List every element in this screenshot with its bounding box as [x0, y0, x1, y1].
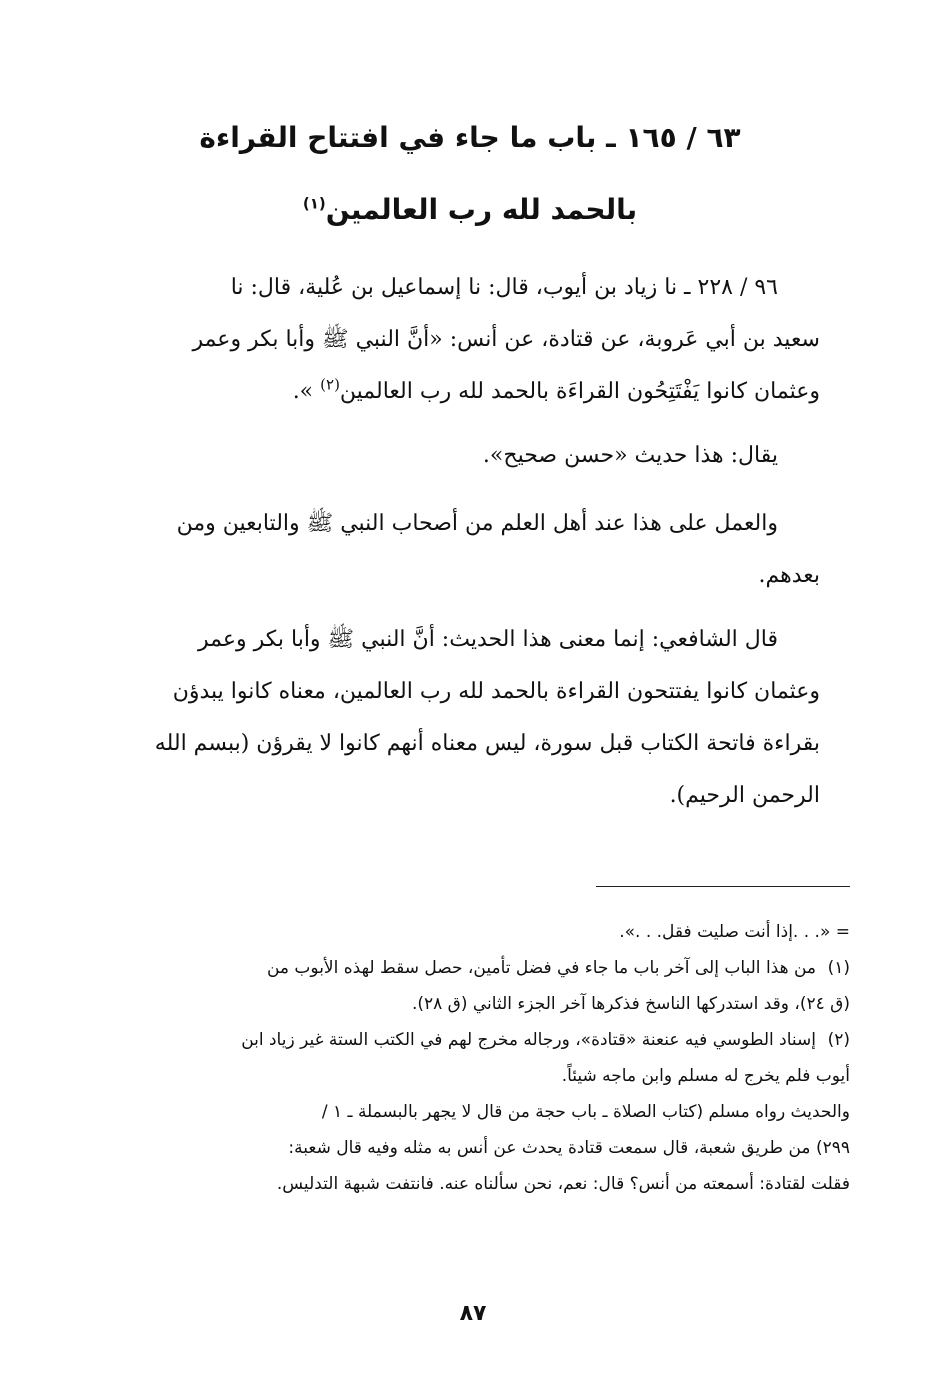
footnote-continuation: = «. . .إذا أنت صليت فقل. . .». — [619, 922, 850, 942]
footnote-ref-1: (١) — [302, 194, 326, 213]
practice-line-2: بعدهم. — [758, 563, 820, 588]
footnote-2-line-1 — [128, 1022, 850, 1058]
shafii-line-3: بقراءة فاتحة الكتاب قبل سورة، ليس معناه أنهم كانوا لا يقرؤن (ببسم الله — [154, 731, 820, 756]
chapter-title-line1: ٦٣ / ١٦٥ ـ باب ما جاء في افتتاح القراءة — [199, 121, 741, 154]
footnote-2-line-4: ٢٩٩) من طريق شعبة، قال سمعت قتادة يحدث عن أنس به مثله وفيه قال شعبة: — [288, 1138, 850, 1158]
chapter-title — [120, 118, 820, 158]
practice-paragraph — [128, 498, 820, 602]
footnotes — [128, 914, 850, 1202]
shafii-paragraph — [128, 614, 820, 822]
footnote-2-line-3: والحديث رواه مسلم (كتاب الصلاة ـ باب حجة من قال لا يجهر بالبسملة ـ ١ / — [321, 1102, 850, 1122]
footnote-1-text-1: من هذا الباب إلى آخر باب ما جاء في فضل تأمين، حصل سقط لهذه الأبوب من — [266, 958, 816, 978]
footnote-2-number: (٢) — [827, 1030, 850, 1050]
shafii-line-4: الرحمن الرحيم). — [669, 783, 820, 808]
footnote-2-text-1: إسناد الطوسي فيه عنعنة «قتادة»، ورجاله مخرج لهم في الكتب الستة غير زياد ابن — [241, 1030, 816, 1050]
footnote-1-line-1 — [128, 950, 850, 986]
footnote-2-line-2: أيوب فلم يخرج له مسلم وابن ماجه شيئاً. — [561, 1066, 850, 1086]
shafii-line-1: قال الشافعي: إنما معنى هذا الحديث: أنَّ النبي ﷺ وأبا بكر وعمر — [197, 627, 778, 652]
page-number: ٨٧ — [459, 1301, 487, 1326]
footnote-1-number: (١) — [827, 958, 850, 978]
hadith-line-3-text: وعثمان كانوا يَفْتَتِحُون القراءَة بالحمد لله رب العالمين — [339, 379, 820, 404]
hadith-line-3 — [128, 366, 820, 418]
footnote-1-line-2: (ق ٢٤)، وقد استدركها الناسخ فذكرها آخر الجزء الثاني (ق ٢٨). — [411, 994, 850, 1014]
grading-paragraph — [128, 430, 820, 482]
practice-line-1: والعمل على هذا عند أهل العلم من أصحاب النبي ﷺ والتابعين ومن — [176, 511, 778, 536]
footnote-ref-2: (٢) — [320, 375, 340, 394]
chapter-title-line2: بالحمد لله رب العالمين — [325, 193, 638, 226]
hadith-line-3-close: ». — [292, 379, 314, 404]
chapter-subtitle — [120, 190, 820, 230]
footnote-2-line-5: فقلت لقتادة: أسمعته من أنس؟ قال: نعم، نحن سألناه عنه. فانتفت شبهة التدليس. — [276, 1174, 850, 1194]
hadith-paragraph — [128, 262, 820, 418]
hadith-line-1: ٩٦ / ٢٢٨ ـ نا زياد بن أيوب، قال: نا إسماعيل بن عُلية، قال: نا — [230, 275, 778, 300]
hadith-line-2: سعيد بن أبي عَروبة، عن قتادة، عن أنس: «أنَّ النبي ﷺ وأبا بكر وعمر — [192, 327, 820, 352]
grading-text: يقال: هذا حديث «حسن صحيح». — [482, 443, 778, 468]
shafii-line-2: وعثمان كانوا يفتتحون القراءة بالحمد لله رب العالمين، معناه كانوا يبدؤن — [172, 679, 820, 704]
footnote-separator — [596, 886, 850, 887]
